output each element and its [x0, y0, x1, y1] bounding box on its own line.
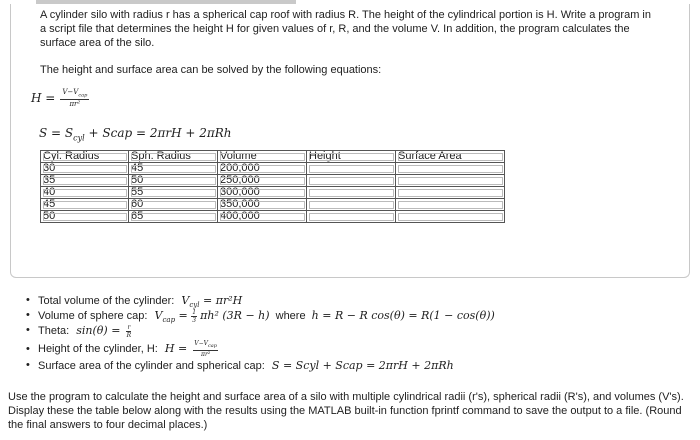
cell-surface-area	[396, 163, 505, 175]
cell-sph-radius: 50	[129, 175, 218, 187]
cell-height	[307, 211, 396, 223]
cell-volume: 200,000	[218, 163, 307, 175]
height-equation-lhs: H =	[31, 91, 56, 106]
table-row	[41, 187, 505, 199]
equations-intro: The height and surface area can be solved by the following equations:	[40, 64, 382, 76]
cell-volume: 300,000	[218, 187, 307, 199]
cell-cyl-radius: 30	[41, 163, 129, 175]
formula-bullet-list	[26, 293, 495, 373]
header-surface-area: Surface Area	[396, 151, 505, 163]
cell-volume: 400,000	[218, 211, 307, 223]
cell-volume: 250,000	[218, 175, 307, 187]
cell-cyl-radius: 40	[41, 187, 129, 199]
cell-sph-radius: 55	[129, 187, 218, 199]
header-sph-radius: Sph. Radius	[129, 151, 218, 163]
cell-sph-radius: 45	[129, 163, 218, 175]
height-equation-fraction	[60, 88, 89, 108]
list-item: • Theta: sin(θ) = $\frac{r}{R}$	[26, 323, 495, 338]
silo-data-table	[40, 150, 505, 223]
height-equation	[31, 88, 89, 108]
list-item: • Total volume of the cylinder: $V_{cyl} = \pi r^2H$	[26, 293, 495, 308]
cell-surface-area	[396, 175, 505, 187]
cell-height	[307, 187, 396, 199]
cell-height	[307, 175, 396, 187]
intro-paragraph: A cylinder silo with radius r has a spherical cap roof with radius R. The height of the cylindrical portion is H. Write a program in a script file that determines the height H for given values of r, R, and the volume V. In addition, the program calculates the surface area of the silo.	[40, 9, 651, 49]
cell-height	[307, 163, 396, 175]
cell-cyl-radius: 45	[41, 199, 129, 211]
header-cyl-radius: Cyl. Radius	[41, 151, 129, 163]
table-row	[41, 199, 505, 211]
cell-cyl-radius: 50	[41, 211, 129, 223]
cell-surface-area	[396, 187, 505, 199]
cell-volume: 350,000	[218, 199, 307, 211]
height-fraction-numerator: $V-V_{cap}$	[62, 88, 88, 99]
cell-height	[307, 199, 396, 211]
header-height: Height	[307, 151, 396, 163]
table-row	[41, 163, 505, 175]
problem-panel	[10, 4, 690, 278]
list-item: • Volume of sphere cap: $V_{cap}$ = $\frac{1}{3}$ πh² (3R − h) where h = R − R cos(θ) = R(1 − cos(θ))	[26, 308, 495, 323]
cell-surface-area	[396, 199, 505, 211]
height-fraction-denominator: πr²	[69, 100, 81, 109]
cell-cyl-radius: 35	[41, 175, 129, 187]
cell-surface-area	[396, 211, 505, 223]
table-row	[41, 175, 505, 187]
list-item: • Surface area of the cylinder and spherical cap: S = Scyl + Scap = 2πrH + 2πRh	[26, 358, 495, 373]
header-volume: Volume	[218, 151, 307, 163]
cell-sph-radius: 60	[129, 199, 218, 211]
table-header-row	[41, 151, 505, 163]
cell-sph-radius: 65	[129, 211, 218, 223]
closing-paragraph: Use the program to calculate the height and surface area of a silo with multiple cylindrical radii (r's), spherical radii (R's), and volumes (V's). Display these the table below along with the results using the MATLAB built-in function fprintf command to save the output to a file. (Round the final answers to four decimal places.)	[8, 391, 684, 431]
list-item: • Height of the cylinder, H: H = $V-V_{cap}$ πr²	[26, 338, 495, 358]
table-row	[41, 211, 505, 223]
surface-area-equation: $S = S_{cyl}$ + Scap = 2πrH + 2πRh	[39, 126, 232, 143]
